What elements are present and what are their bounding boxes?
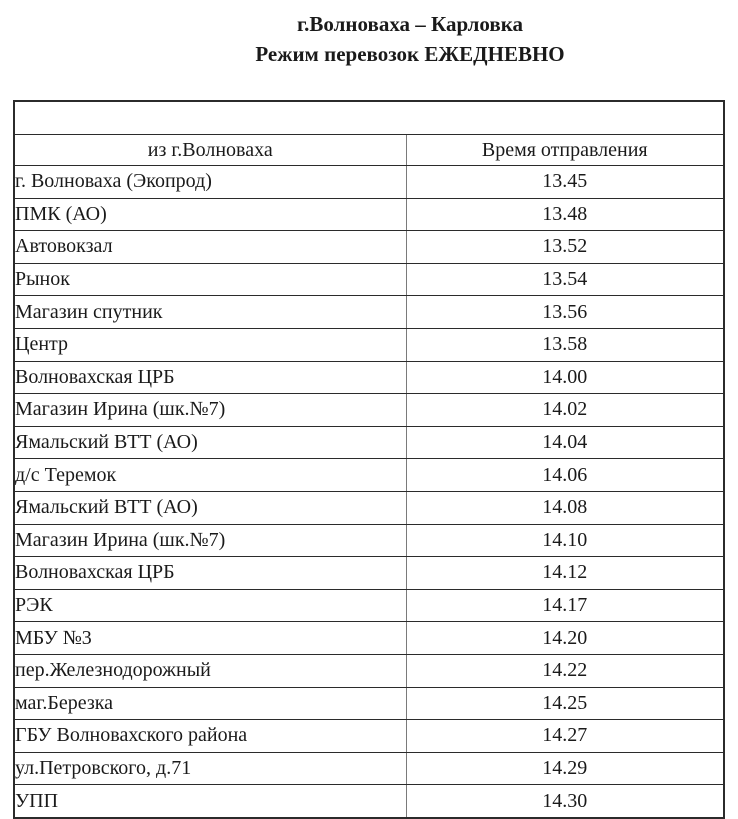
time-cell: 14.00	[406, 361, 724, 394]
table-row	[14, 622, 724, 655]
stop-cell: Рынок	[14, 263, 406, 296]
stop-cell: пер.Железнодорожный	[14, 654, 406, 687]
time-cell: 14.04	[406, 426, 724, 459]
time-cell: 13.52	[406, 231, 724, 264]
stop-cell: Ямальский ВТТ (АО)	[14, 426, 406, 459]
table-row	[14, 654, 724, 687]
stop-cell: УПП	[14, 785, 406, 818]
table-row	[14, 394, 724, 427]
table-row	[14, 720, 724, 753]
col-header-origin: из г.Волноваха	[14, 135, 406, 166]
time-cell: 13.45	[406, 166, 724, 199]
table-row	[14, 687, 724, 720]
empty-cell	[14, 101, 724, 135]
stop-cell: д/с Теремок	[14, 459, 406, 492]
table-row	[14, 785, 724, 818]
page-subtitle: Режим перевозок ЕЖЕДНЕВНО	[255, 42, 565, 66]
page-title: г.Волноваха – Карловка	[296, 12, 524, 36]
schedule-table	[13, 100, 725, 819]
stop-cell: ПМК (АО)	[14, 198, 406, 231]
time-cell: 14.25	[406, 687, 724, 720]
stop-cell: Магазин спутник	[14, 296, 406, 329]
stop-cell: Волновахская ЦРБ	[14, 361, 406, 394]
time-cell: 14.22	[406, 654, 724, 687]
table-row	[14, 752, 724, 785]
table-row	[14, 296, 724, 329]
table-row	[14, 361, 724, 394]
time-cell: 14.30	[406, 785, 724, 818]
table-row	[14, 524, 724, 557]
empty-row	[14, 101, 724, 135]
time-cell: 14.27	[406, 720, 724, 753]
document-heading	[0, 0, 738, 69]
time-cell: 14.17	[406, 589, 724, 622]
time-cell: 14.20	[406, 622, 724, 655]
stop-cell: Магазин Ирина (шк.№7)	[14, 394, 406, 427]
stop-cell: Центр	[14, 328, 406, 361]
table-row	[14, 491, 724, 524]
stop-cell: маг.Березка	[14, 687, 406, 720]
time-cell: 14.29	[406, 752, 724, 785]
stop-cell: Автовокзал	[14, 231, 406, 264]
time-cell: 13.54	[406, 263, 724, 296]
time-cell: 13.48	[406, 198, 724, 231]
stop-cell: ГБУ Волновахского района	[14, 720, 406, 753]
stop-cell: Магазин Ирина (шк.№7)	[14, 524, 406, 557]
stop-cell: Ямальский ВТТ (АО)	[14, 491, 406, 524]
time-cell: 13.58	[406, 328, 724, 361]
table-row	[14, 263, 724, 296]
stop-cell: МБУ №3	[14, 622, 406, 655]
col-header-time: Время отправления	[406, 135, 724, 166]
stop-cell: г. Волноваха (Экопрод)	[14, 166, 406, 199]
time-cell: 13.56	[406, 296, 724, 329]
table-row	[14, 426, 724, 459]
time-cell: 14.10	[406, 524, 724, 557]
time-cell: 14.02	[406, 394, 724, 427]
table-row	[14, 198, 724, 231]
table-row	[14, 459, 724, 492]
table-row	[14, 328, 724, 361]
time-cell: 14.06	[406, 459, 724, 492]
stop-cell: ул.Петровского, д.71	[14, 752, 406, 785]
table-header-row	[14, 135, 724, 166]
table-row	[14, 557, 724, 590]
stop-cell: Волновахская ЦРБ	[14, 557, 406, 590]
time-cell: 14.08	[406, 491, 724, 524]
stop-cell: РЭК	[14, 589, 406, 622]
table-row	[14, 166, 724, 199]
time-cell: 14.12	[406, 557, 724, 590]
table-row	[14, 231, 724, 264]
table-row	[14, 589, 724, 622]
